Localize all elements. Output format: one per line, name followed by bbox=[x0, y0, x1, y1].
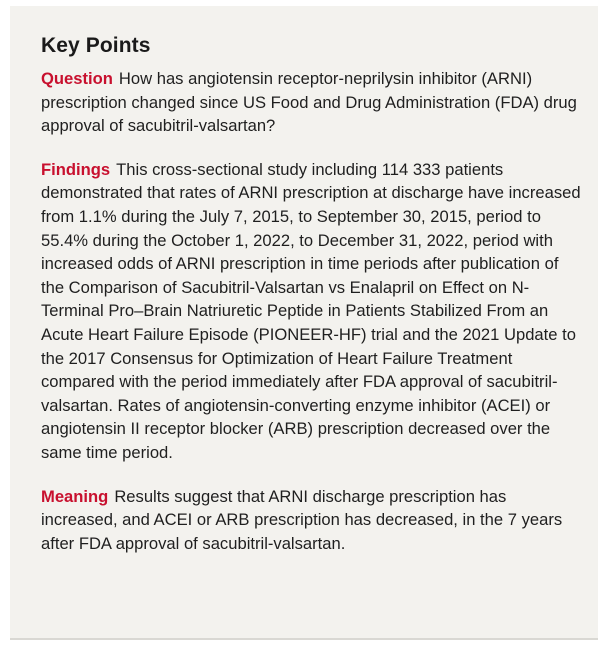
meaning-label: Meaning bbox=[41, 486, 109, 506]
findings-section bbox=[41, 158, 582, 465]
key-points-title: Key Points bbox=[41, 34, 151, 57]
question-section bbox=[41, 67, 582, 138]
key-points-panel bbox=[10, 6, 598, 640]
question-label: Question bbox=[41, 69, 113, 88]
findings-label: Findings bbox=[41, 159, 111, 179]
findings-text: This cross-sectional study including 114 333 patients demonstrated that rates of ARNI prescription at discharge have increased from 1.1% during the July 7, 2015, to September 30, 2015, period to 55.4% during the October 1, 2022, to December 31, 2022, period with increased odds of ARNI prescription in time periods after publication of the Comparison of Sacubitril-Valsartan vs Enalapril on Effect on N-Terminal Pro–Brain Natriuretic Peptide in Patients Stabilized From an Acute Heart Failure Episode (PIONEER-HF) trial and the 2021 Update to the 2017 Consensus for Optimization of Heart Failure Treatment compared with the period immediately after FDA approval of sacubitril-valsartan. Rates of angiotensin-converting enzyme inhibitor (ACEI) or angiotensin II receptor blocker (ARB) prescription decreased over the same time period. bbox=[41, 159, 581, 462]
question-text: How has angiotensin receptor-neprilysin inhibitor (ARNI) prescription changed since US Food and Drug Administration (FDA) drug approval of sacubitril-valsartan? bbox=[41, 69, 577, 136]
meaning-section bbox=[41, 485, 582, 556]
meaning-text: Results suggest that ARNI discharge prescription has increased, and ACEI or ARB prescription has decreased, in the 7 years after FDA approval of sacubitril-valsartan. bbox=[41, 486, 563, 553]
